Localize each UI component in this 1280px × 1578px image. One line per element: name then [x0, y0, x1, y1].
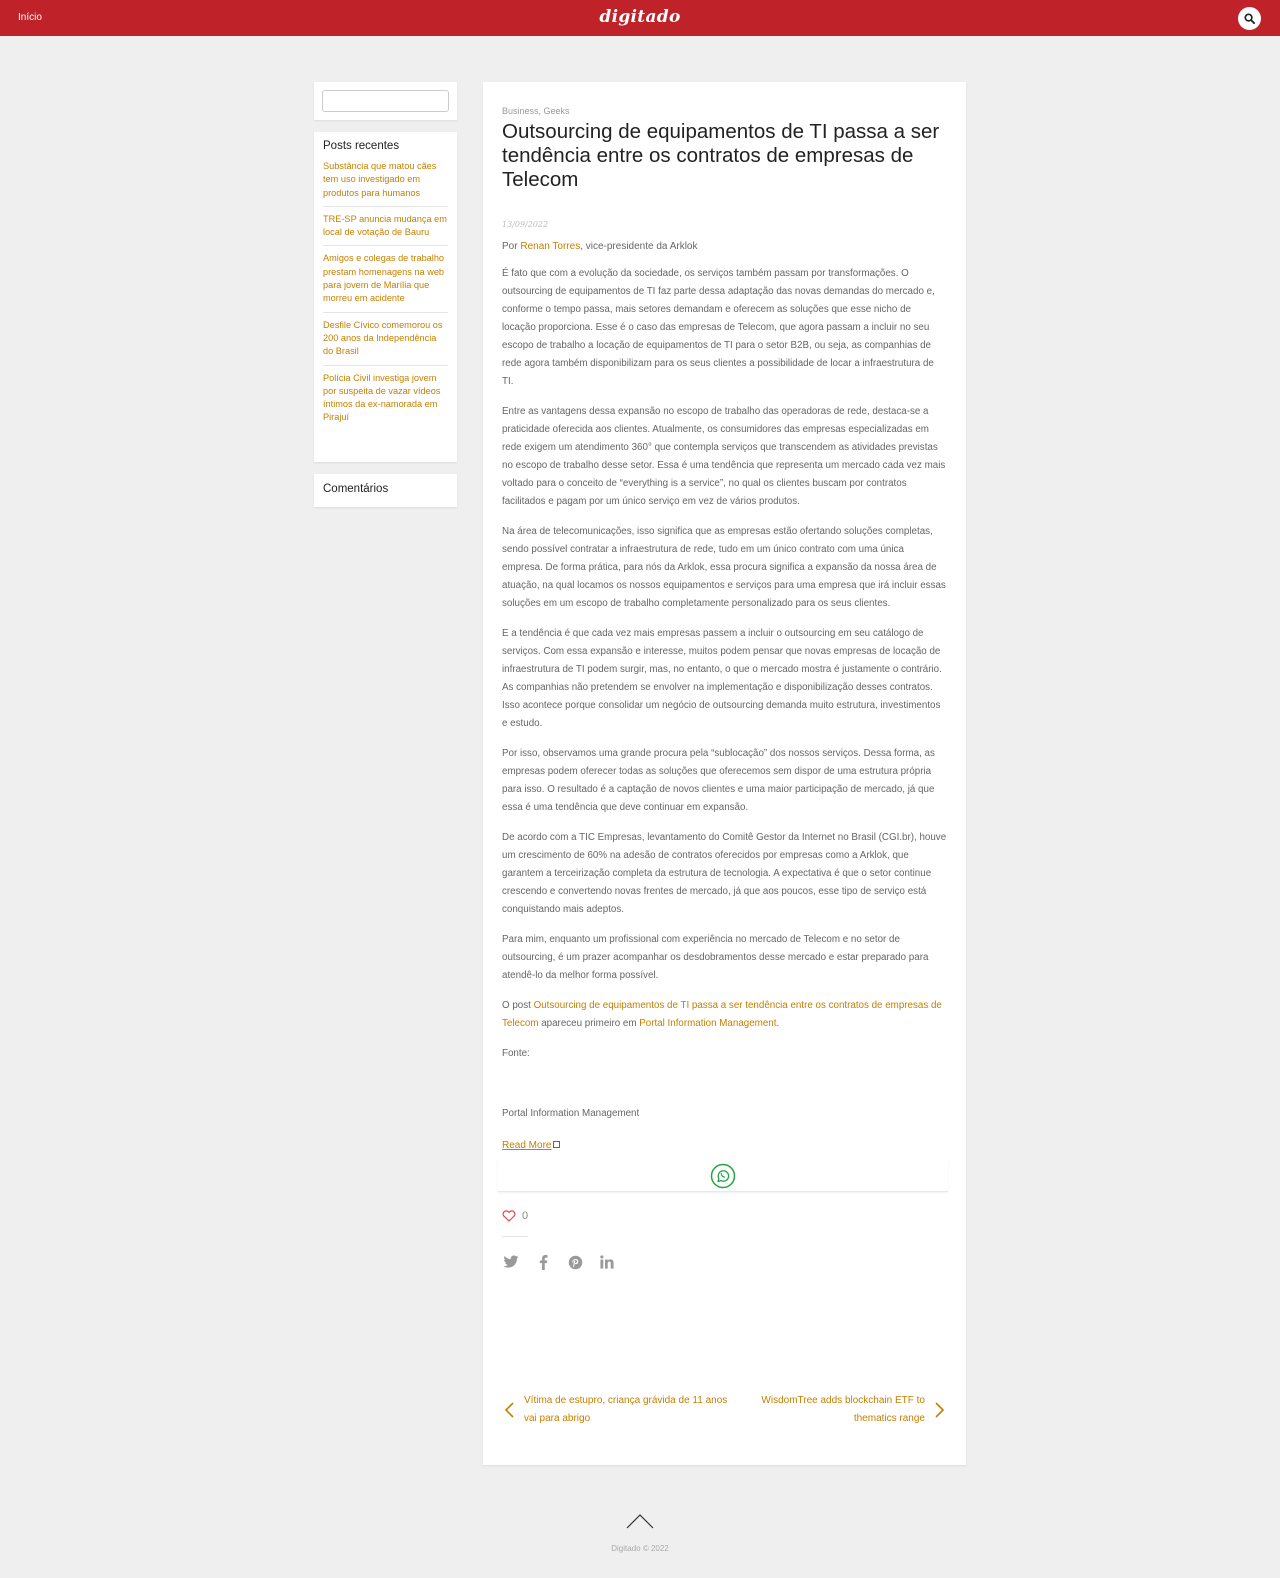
recent-post-link[interactable]: Desfile Cívico comemorou os 200 anos da Independência do Brasil	[323, 319, 443, 357]
next-post-nav[interactable]	[717, 1392, 947, 1428]
search-icon	[1244, 13, 1255, 24]
linkedin-icon	[600, 1255, 614, 1269]
heart-icon[interactable]	[502, 1210, 516, 1222]
read-more-label: Read More	[502, 1140, 552, 1151]
fonte-label: Fonte:	[502, 1048, 530, 1059]
category-link[interactable]: Geeks	[543, 106, 570, 116]
twitter-icon	[503, 1255, 519, 1269]
category-list	[502, 106, 947, 116]
list-item	[323, 252, 448, 312]
recent-post-link[interactable]: Substância que matou cães tem uso investigado em produtos para humanos	[323, 161, 437, 198]
recent-post-link[interactable]: Amigos e colegas de trabalho prestam homenagens na web para jovem de Marília que morreu em acidente	[323, 253, 445, 304]
sidebar-search-input[interactable]	[322, 90, 449, 112]
paragraph: Para mim, enquanto um profissional com experiência no mercado de Telecom e no setor de outsourcing, é um prazer acompanhar os desdobramentos desse mercado e estar preparado para atendê-lo da melhor forma possível.	[502, 934, 929, 981]
like-counter[interactable]	[502, 1210, 947, 1222]
article-title: Outsourcing de equipamentos de TI passa a ser tendência entre os contratos de empresas de Telecom	[502, 120, 940, 191]
whatsapp-icon[interactable]	[710, 1163, 736, 1189]
source-line	[502, 997, 947, 1033]
paragraph: Entre as vantagens dessa expansão no escopo de trabalho das operadoras de rede, destaca-se a praticidade oferecida aos clientes. Atualmente, os consumidores das empresas especializadas em rede exigem um atendimento 360° que contempla serviços que transcendem as atividades previstas no escopo de trabalho desse setor. Essa é uma tendência que representa um mercado cada vez mais voltado para o conceito de “everything is a service”, no qual os clientes buscam por contratos facilitados e pagam por um único serviço em vez de vários produtos.	[502, 406, 946, 507]
byline-prefix: Por	[502, 241, 521, 252]
article-card	[483, 82, 966, 1465]
home-link[interactable]: Início	[18, 12, 42, 23]
author-link[interactable]: Renan Torres	[520, 241, 581, 252]
comments-widget	[314, 474, 457, 507]
social-share	[502, 1253, 947, 1271]
prev-post-link[interactable]: Vítima de estupro, criança grávida de 11 anos vai para abrigo	[524, 1395, 728, 1424]
source-middle: apareceu primeiro em	[538, 1018, 640, 1029]
facebook-share[interactable]	[534, 1253, 552, 1271]
paragraph: De acordo com a TIC Empresas, levantamento do Comitê Gestor da Internet no Brasil (CGI.br), houve um crescimento de 60% na adesão de contratos oferecidos por empresas como a Arklok, que garantem a terceirização completa da estrutura de tecnologia. A expectativa é que o setor continue crescendo e convertendo novas frentes de mercado, já que aos poucos, esse tipo de serviço está conquistando mais adeptos.	[502, 832, 947, 915]
pinterest-icon	[568, 1255, 583, 1270]
source-site-link[interactable]: Portal Information Management	[639, 1018, 777, 1029]
category-separator: ,	[538, 106, 544, 116]
like-count: 0	[522, 1210, 529, 1222]
next-post-link[interactable]: WisdomTree adds blockchain ETF to thematics range	[761, 1395, 925, 1424]
paragraph: Na área de telecomunicações, isso significa que as empresas estão ofertando soluções completas, sendo possível contratar a infraestrutura de rede, tudo em um único contrato com uma única empresa. De forma prática, para nós da Arklok, essa procura significa a expansão da nossa área de atuação, na qual locamos os nossos equipamentos e serviços para uma empresa que irá incluir essas soluções em um escopo de trabalho completamente personalizado para os seus clientes.	[502, 526, 946, 609]
chevron-up-icon	[627, 1515, 653, 1528]
recent-post-link[interactable]: TRE-SP anuncia mudança em local de votação de Bauru	[323, 213, 447, 238]
paragraph: E a tendência é que cada vez mais empresas passem a incluir o outsourcing em seu catálogo de serviços. Com essa expansão e interesse, muitos podem pensar que novas empresas de locação de infraestrutura de TI podem surgir, mas, no entanto, o que o mercado mostra é justamente o contrário. As companhias não pretendem se envolver na implementação e disponibilização desses contratos. Isso acontece porque consolidar um negócio de outsourcing demanda muito estrutura, investimentos e estudo.	[502, 628, 942, 729]
sidebar	[314, 82, 457, 519]
search-button[interactable]	[1238, 7, 1261, 30]
comments-title: Comentários	[323, 483, 389, 495]
byline-suffix: , vice-presidente da Arklok	[580, 241, 698, 252]
byline	[502, 241, 947, 252]
article-body	[502, 265, 947, 1123]
recent-posts-title: Posts recentes	[323, 140, 400, 152]
site-logo[interactable]: digitado	[599, 7, 681, 27]
twitter-share[interactable]	[502, 1253, 520, 1271]
source-suffix: .	[776, 1018, 780, 1029]
footer-copyright: Digitado © 2022	[611, 1544, 669, 1553]
paragraph: É fato que com a evolução da sociedade, os serviços também passam por transformações. O outsourcing de equipamentos de TI faz parte dessa adaptação das novas demandas do mercado e, conforme o tempo passa, mais setores demandam e oferecem as soluções que esse nicho de locação proporciona. Esse é o caso das empresas de Telecom, que agora passam a incluir no seu escopo de trabalho a locação de equipamentos de TI para o setor B2B, ou seja, as companhias de rede agora também disponibilizam para os seus clientes a possibilidade de locar a infraestrutura de TI.	[502, 268, 935, 387]
facebook-icon	[539, 1255, 548, 1270]
read-more-link[interactable]	[502, 1140, 560, 1151]
paragraph: Por isso, observamos uma grande procura pela “sublocação” dos nossos serviços. Dessa forma, as empresas podem oferecer todas as soluções que oferecemos sem dispor de uma estrutura própria para isso. O resultado é a captação de novos clientes e uma maior participação de mercado, já que essa é uma tendência que deve continuar em expansão.	[502, 748, 935, 813]
back-to-top-button[interactable]	[626, 1513, 654, 1529]
post-navigation	[502, 1392, 947, 1432]
list-item	[323, 372, 448, 431]
recent-post-link[interactable]: Polícia Civil investiga jovem por suspeita de vazar vídeos íntimos da ex-namorada em Pirajuí	[323, 372, 441, 423]
divider	[502, 1236, 528, 1237]
linkedin-share[interactable]	[598, 1253, 616, 1271]
external-link-icon	[553, 1141, 560, 1148]
chevron-left-icon[interactable]	[502, 1400, 518, 1420]
category-link[interactable]: Business	[502, 106, 539, 116]
source-prefix: O post	[502, 1000, 534, 1011]
recent-posts-list	[323, 160, 448, 431]
chevron-right-icon[interactable]	[931, 1400, 947, 1420]
fonte-name: Portal Information Management	[502, 1108, 640, 1119]
search-widget	[314, 82, 457, 120]
article-date: 13/09/2022	[502, 220, 549, 229]
top-bar	[0, 0, 1280, 36]
list-item	[323, 319, 448, 366]
recent-posts-widget	[314, 132, 457, 462]
pinterest-share[interactable]	[566, 1253, 584, 1271]
whatsapp-share-bar	[498, 1160, 948, 1192]
source-post-link[interactable]: Outsourcing de equipamentos de TI passa a ser tendência entre os contratos de empresas de Telecom	[502, 1000, 942, 1029]
prev-post-nav[interactable]	[502, 1392, 732, 1428]
list-item	[323, 213, 448, 247]
list-item	[323, 160, 448, 207]
